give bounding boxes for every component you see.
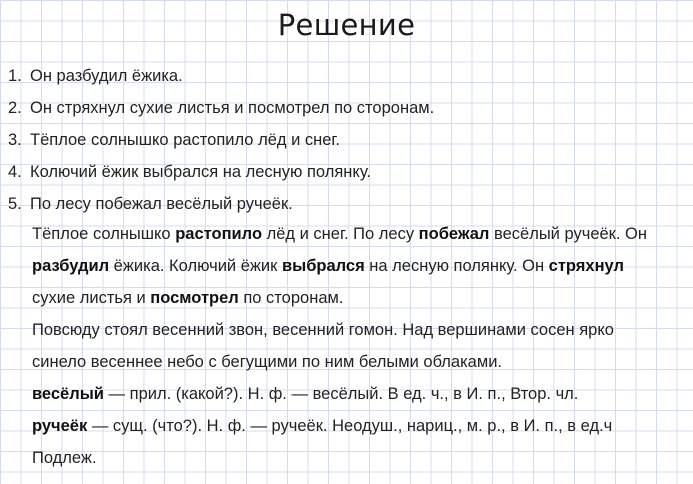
- item-text: Он разбудил ёжика.: [30, 67, 183, 85]
- paragraph-line: Повсюду стоял весенний звон, весенний гомон. Над вершинами сосен ярко: [32, 321, 614, 339]
- text-run: ёжика. Колючий ёжик: [109, 257, 282, 275]
- analysis-text: — сущ. (что?). Н. ф. — ручеёк. Неодуш., нариц., м. р., в И. п., в ед.ч: [87, 417, 613, 435]
- paragraph-line: синело весеннее небо с бегущими по ним белыми облаками.: [32, 353, 502, 371]
- analyzed-word: ручеёк: [32, 417, 88, 435]
- item-number: 4.: [8, 163, 22, 181]
- bold-verb: посмотрел: [150, 289, 239, 307]
- sentence-list: [8, 60, 434, 220]
- item-number: 3.: [8, 131, 22, 149]
- bold-verb: побежал: [418, 225, 490, 243]
- paragraph-line: [32, 282, 687, 314]
- text-run: весёлый ручеёк. Он: [489, 225, 648, 243]
- list-item: [8, 60, 434, 92]
- item-text: Тёплое солнышко растопило лёд и снег.: [30, 131, 341, 149]
- text-run: лёд и снег. По лесу: [262, 225, 419, 243]
- item-text: По лесу побежал весёлый ручеёк.: [30, 195, 293, 213]
- bold-verb: выбрался: [281, 257, 365, 275]
- paragraph-line: [32, 250, 687, 282]
- analysis-text: — прил. (какой?). Н. ф. — весёлый. В ед. ч., в И. п., Втор. чл.: [103, 385, 579, 403]
- bold-verb: стряхнул: [548, 257, 625, 275]
- analyzed-word: весёлый: [32, 385, 104, 403]
- analysis-line: [32, 378, 687, 410]
- bold-verb: растопило: [175, 225, 263, 243]
- text-run: на лесную полянку. Он: [364, 257, 549, 275]
- text-run: сухие листья и: [32, 289, 151, 307]
- text-run: по сторонам.: [238, 289, 344, 307]
- bold-verb: разбудил: [32, 257, 110, 275]
- list-item: [8, 124, 434, 156]
- paragraph-line: [32, 218, 687, 250]
- list-item: [8, 156, 434, 188]
- item-text: Колючий ёжик выбрался на лесную полянку.: [30, 163, 371, 181]
- analysis-line: [32, 410, 687, 442]
- list-item: [8, 92, 434, 124]
- item-number: 1.: [8, 67, 22, 85]
- analysis-line: Подлеж.: [32, 449, 97, 467]
- list-item: [8, 188, 434, 220]
- page-title: Решение: [277, 8, 416, 42]
- item-text: Он стряхнул сухие листья и посмотрел по сторонам.: [30, 99, 435, 117]
- item-number: 2.: [8, 99, 22, 117]
- item-number: 5.: [8, 195, 22, 213]
- text-run: Тёплое солнышко: [32, 225, 176, 243]
- solution-text: [32, 218, 687, 474]
